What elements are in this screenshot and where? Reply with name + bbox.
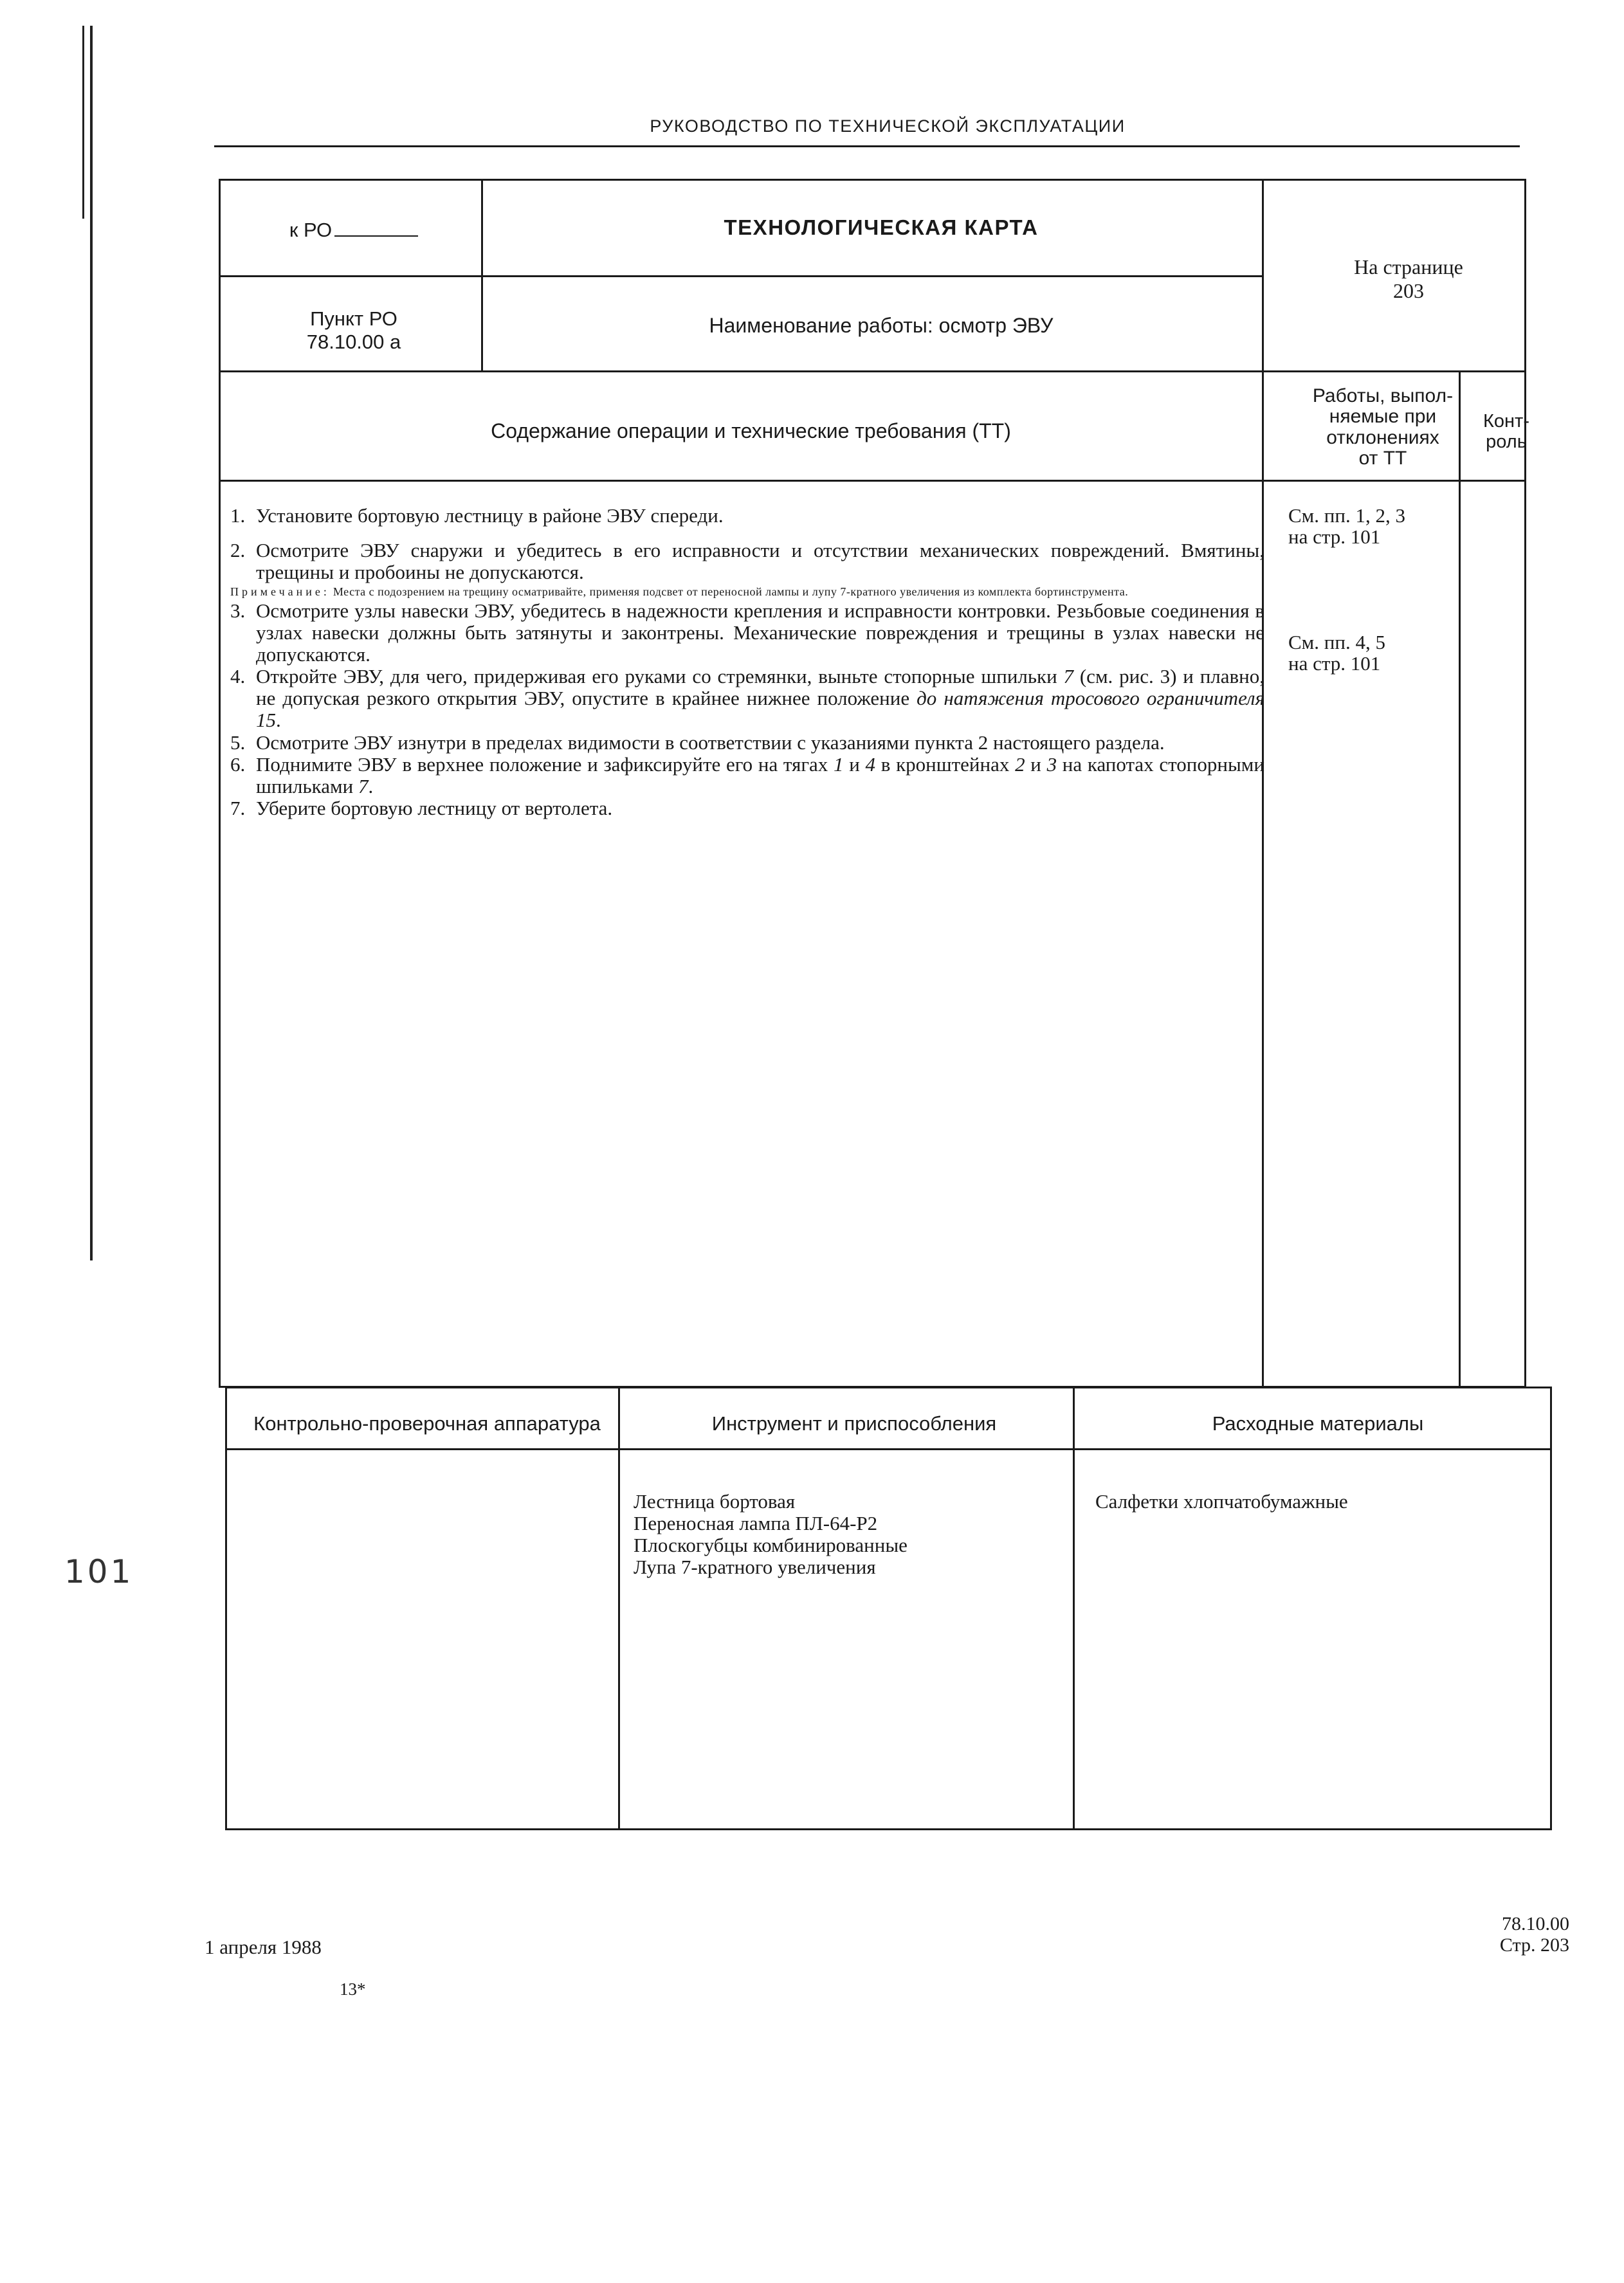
deviation-ref-line: См. пп. 1, 2, 3 bbox=[1288, 504, 1405, 527]
operation-item bbox=[230, 505, 1264, 527]
part-ref: 7 bbox=[1063, 665, 1074, 688]
part-ref: 4 bbox=[865, 752, 876, 776]
ref-ro-label: к РО bbox=[289, 219, 333, 241]
operation-text-part: (см. рис. 3) и плавно, не допуская резкого открытия ЭВУ, опустите в крайнее нижнее положение bbox=[256, 665, 1264, 710]
operation-text bbox=[256, 666, 1264, 731]
operation-item bbox=[230, 732, 1264, 754]
handwritten-page-number: 101 bbox=[64, 1553, 134, 1590]
manual-title: РУКОВОДСТВО ПО ТЕХНИЧЕСКОЙ ЭКСПЛУАТАЦИИ bbox=[650, 116, 1126, 136]
card-divider-3 bbox=[219, 275, 1263, 277]
doc-code: 78.10.00 bbox=[1502, 1913, 1569, 1934]
operation-number: 7. bbox=[230, 796, 246, 819]
card-divider-5 bbox=[219, 480, 1526, 482]
operation-text-part: и bbox=[843, 752, 866, 776]
part-ref: 2 bbox=[1015, 752, 1025, 776]
operation-text: Осмотрите ЭВУ снаружи и убедитесь в его исправности и отсутствии механических повреждений. Вмятины, трещины и пробоины не допускаются. bbox=[256, 539, 1264, 584]
material-item: Салфетки хлопчатобумажные bbox=[1095, 1490, 1348, 1513]
tools-list bbox=[634, 1491, 908, 1578]
point-label: Пункт РО bbox=[310, 307, 397, 330]
deviation-ref bbox=[1288, 632, 1462, 674]
operation-number: 1. bbox=[230, 504, 246, 527]
operation-text: Осмотрите узлы навески ЭВУ, убедитесь в надежности крепления и исправности контровки. Резьбовые соединения в узлах навески должны быть затянуты и законтрены. Механические повреждения и трещины в узлах навески не допускаются. bbox=[256, 599, 1264, 666]
operation-text-part: . bbox=[276, 709, 281, 732]
operation-item bbox=[230, 754, 1264, 797]
control-header-line: Конт- bbox=[1483, 411, 1529, 432]
operation-text-part: Поднимите ЭВУ в верхнее положение и зафиксируйте его на тягах bbox=[256, 752, 834, 776]
tools-header: Инструмент и приспособления bbox=[711, 1412, 997, 1435]
tool-item: Лестница бортовая bbox=[634, 1490, 796, 1513]
operation-text bbox=[256, 754, 1264, 797]
operation-item bbox=[230, 540, 1264, 583]
issue-date: 1 апреля 1988 bbox=[205, 1936, 322, 1958]
deviation-ref bbox=[1288, 505, 1462, 547]
tool-item: Плоскогубцы комбинированные bbox=[634, 1534, 908, 1557]
operation-text: Осмотрите ЭВУ изнутри в пределах видимости в соответствии с указаниями пункта 2 настоящего раздела. bbox=[256, 731, 1165, 754]
deviation-header-line: Работы, выпол- bbox=[1312, 385, 1454, 406]
operation-item bbox=[230, 797, 1264, 819]
deviation-column-header bbox=[1280, 386, 1486, 469]
point-value: 78.10.00 а bbox=[306, 330, 401, 353]
part-ref: 15 bbox=[256, 709, 276, 732]
operation-text-part: Откройте ЭВУ, для чего, придерживая его руками со стремянки, выньте стопорные шпильки bbox=[256, 665, 1064, 688]
tool-item: Переносная лампа ПЛ-64-Р2 bbox=[634, 1512, 878, 1535]
page-label: На странице bbox=[1354, 255, 1463, 278]
control-header-line: роль bbox=[1486, 431, 1527, 452]
equipment-header: Контрольно-проверочная аппаратура bbox=[253, 1412, 601, 1435]
work-name: Наименование работы: осмотр ЭВУ bbox=[709, 314, 1054, 337]
operation-text-part: до натяжения тросового ограничителя bbox=[917, 687, 1264, 710]
note bbox=[230, 585, 1264, 599]
operation-text-part: на капотах стопорными шпильками bbox=[256, 752, 1264, 797]
page-cell bbox=[1280, 255, 1537, 303]
resources-divider-1 bbox=[618, 1387, 620, 1830]
deviation-header-line: отклонениях bbox=[1326, 426, 1439, 448]
point-cell bbox=[225, 307, 482, 353]
deviation-ref-line: на стр. 101 bbox=[1288, 525, 1381, 548]
operation-item bbox=[230, 666, 1264, 731]
content-column-header: Содержание операции и технические требования (ТТ) bbox=[491, 419, 1011, 442]
page-number: Стр. 203 bbox=[1499, 1934, 1569, 1956]
note-text: Места с подозрением на трещину осматривайте, применяя подсвет от переносной лампы и лупу 7-кратного увеличения из комплекта бортинструмента. bbox=[329, 585, 1129, 599]
sheet-mark: 13* bbox=[340, 1979, 366, 1999]
deviation-ref-line: на стр. 101 bbox=[1288, 651, 1381, 675]
card-title: ТЕХНОЛОГИЧЕСКАЯ КАРТА bbox=[724, 215, 1039, 239]
ref-ro-cell bbox=[225, 219, 482, 242]
materials-header: Расходные материалы bbox=[1212, 1412, 1424, 1435]
operation-item bbox=[230, 600, 1264, 666]
binder-line-left bbox=[82, 26, 84, 219]
note-label: Примечание: bbox=[230, 585, 330, 599]
deviation-ref-line: См. пп. 4, 5 bbox=[1288, 631, 1385, 653]
document-code bbox=[1454, 1913, 1569, 1956]
control-column-header bbox=[1475, 412, 1537, 453]
operation-text-part: в кронштейнах bbox=[875, 752, 1016, 776]
card-divider-4 bbox=[219, 370, 1526, 372]
operation-text-part: . bbox=[368, 774, 374, 797]
operation-number: 6. bbox=[230, 752, 246, 776]
header-rule bbox=[214, 145, 1520, 147]
operation-number: 3. bbox=[230, 599, 246, 622]
tool-item: Лупа 7-кратного увеличения bbox=[634, 1556, 876, 1579]
binder-line-right bbox=[90, 26, 93, 1260]
part-ref: 3 bbox=[1046, 752, 1057, 776]
operation-text: Установите бортовую лестницу в районе ЭВУ спереди. bbox=[256, 504, 724, 527]
ref-ro-blank-line bbox=[334, 235, 418, 237]
operation-number: 4. bbox=[230, 665, 246, 688]
materials-list bbox=[1095, 1491, 1348, 1513]
page-value: 203 bbox=[1393, 278, 1424, 302]
operation-number: 2. bbox=[230, 539, 246, 562]
resources-frame bbox=[225, 1387, 1552, 1830]
part-ref: 7 bbox=[358, 774, 369, 797]
deviation-header-line: няемые при bbox=[1329, 406, 1437, 428]
operation-text-part: и bbox=[1025, 752, 1047, 776]
deviation-header-line: от ТТ bbox=[1358, 448, 1407, 469]
part-ref: 1 bbox=[834, 752, 844, 776]
resources-header-rule bbox=[225, 1448, 1552, 1450]
operations-list bbox=[230, 505, 1264, 819]
resources-divider-2 bbox=[1073, 1387, 1075, 1830]
operation-number: 5. bbox=[230, 731, 246, 754]
operation-text: Уберите бортовую лестницу от вертолета. bbox=[256, 796, 613, 819]
